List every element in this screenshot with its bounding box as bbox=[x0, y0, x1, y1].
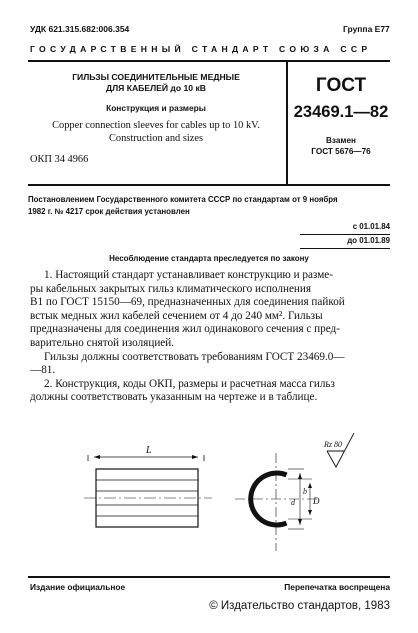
date-rule bbox=[300, 234, 390, 235]
roughness-symbol bbox=[327, 433, 354, 467]
udk-code: УДК 621.315.682:006.354 bbox=[30, 24, 130, 34]
title-divider bbox=[286, 62, 288, 184]
dim-d-label: D bbox=[313, 496, 320, 506]
title-bottom-rule bbox=[28, 184, 390, 186]
dim-d-small-label: d bbox=[291, 498, 295, 507]
p1-line1: 1. Настоящий стандарт устанавливает конструкцию и разме- bbox=[44, 269, 333, 281]
group-code: Группа Е77 bbox=[343, 24, 390, 34]
title-block bbox=[28, 62, 390, 184]
p1-line4: встык медных жил кабелей сечением от 4 до 240 мм². Гильзы bbox=[30, 309, 323, 322]
p1-line5: предназначены для соединения жил одинакового сечения с пред- bbox=[30, 323, 340, 336]
date-to: до 01.01.89 bbox=[347, 236, 390, 245]
sleeve-side-view bbox=[84, 455, 212, 527]
sleeve-end-view bbox=[235, 453, 318, 551]
title-en-line1: Copper connection sleeves for cables up to 10 kV. bbox=[52, 120, 260, 131]
replaces-label: Взамен bbox=[326, 136, 356, 145]
p2-line1: Гильзы должны соответствовать требованиям ГОСТ 23469.0— bbox=[44, 350, 345, 363]
p1-line2: ры кабельных закрытых гильз климатического исполнения bbox=[30, 282, 312, 295]
title-ru-line2: ДЛЯ КАБЕЛЕЙ до 10 кВ bbox=[106, 83, 206, 93]
date-from: с 01.01.84 bbox=[352, 222, 390, 231]
p1-line6: варительно снятой изоляцией. bbox=[30, 336, 175, 349]
standard-title: ГОСУДАРСТВЕННЫЙ СТАНДАРТ СОЮЗА ССР bbox=[30, 44, 372, 54]
sleeve-drawing bbox=[0, 425, 418, 575]
roughness-label: Rz 80 bbox=[324, 440, 342, 449]
reprint-notice: Перепечатка воспрещена bbox=[284, 582, 390, 592]
title-ru-line1: ГИЛЬЗЫ СОЕДИНИТЕЛЬНЫЕ МЕДНЫЕ bbox=[72, 72, 240, 82]
date-rule-2 bbox=[300, 248, 390, 249]
footer-rule bbox=[28, 576, 390, 578]
body-text bbox=[30, 269, 390, 405]
gost-label: ГОСТ bbox=[315, 75, 367, 96]
gost-number: 23469.1—82 bbox=[293, 103, 389, 121]
p1-line3: В1 по ГОСТ 15150—69, предназначенных для соединения пайкой bbox=[30, 296, 345, 309]
replaces-value: ГОСТ 5676—76 bbox=[311, 147, 371, 156]
decree bbox=[28, 194, 390, 217]
p2-line2: —81. bbox=[30, 364, 56, 377]
decree-line1: Постановлением Государственного комитета СССР по стандартам от 9 ноября bbox=[28, 195, 338, 204]
title-en-line2: Construction and sizes bbox=[108, 132, 204, 144]
title-ru bbox=[58, 72, 254, 94]
dim-b-label: b bbox=[303, 487, 307, 496]
warning-text: Несоблюдение стандарта преследуется по закону bbox=[109, 254, 309, 263]
official-edition: Издание официальное bbox=[30, 582, 126, 592]
subtitle-ru: Конструкция и размеры bbox=[106, 103, 206, 113]
okp-code: ОКП 34 4966 bbox=[30, 154, 89, 165]
decree-line2: 1982 г. № 4217 срок действия установлен bbox=[28, 206, 190, 216]
publisher-copyright: © Издательство стандартов, 1983 bbox=[209, 600, 390, 612]
length-label: L bbox=[146, 445, 152, 456]
title-en bbox=[28, 120, 284, 145]
p3-line2: должны соответствовать указанным на чертеже и в таблице. bbox=[30, 391, 318, 404]
p3-line1: 2. Конструкция, коды ОКП, размеры и расчетная масса гильз bbox=[44, 377, 335, 390]
